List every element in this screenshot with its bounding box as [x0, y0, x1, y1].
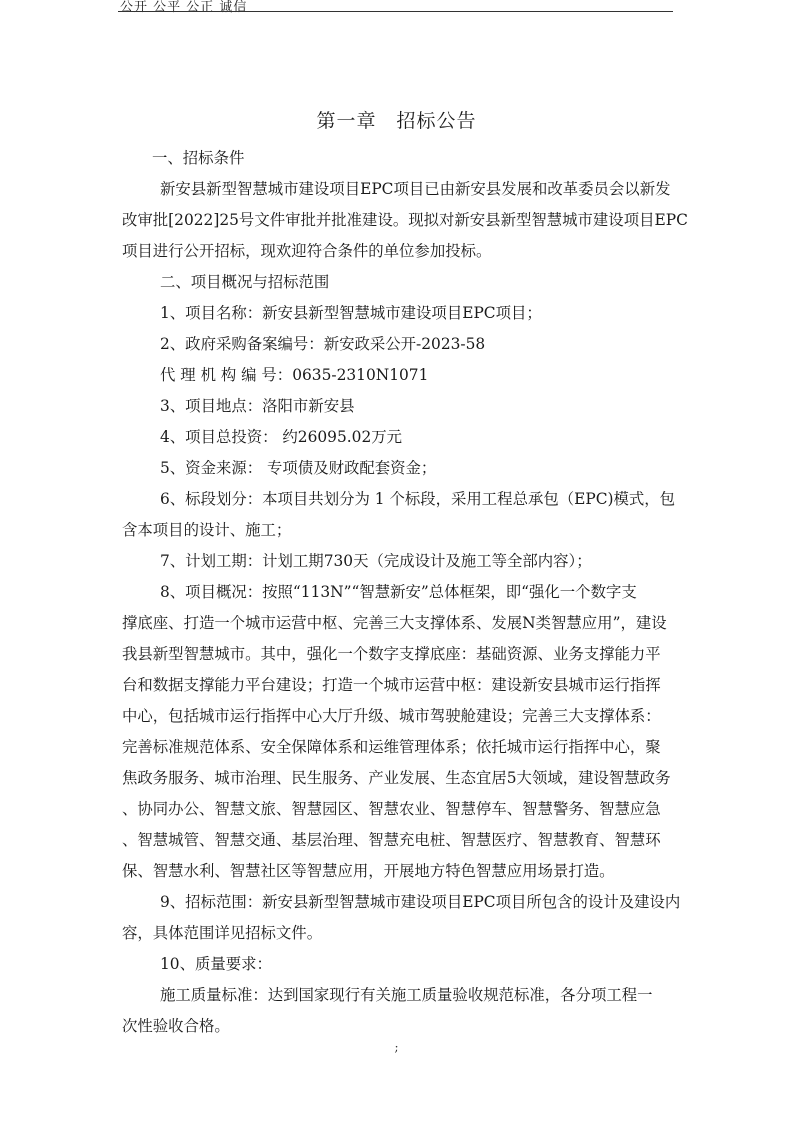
- section-heading-2: 二、项目概况与招标范围: [160, 273, 330, 291]
- paragraph-line: 完善标准规范体系、安全保障体系和运维管理体系；依托城市运行指挥中心，聚: [122, 738, 661, 756]
- paragraph-line: 含本项目的设计、施工；: [122, 521, 292, 539]
- item-project-location: 3、项目地点：洛阳市新安县: [160, 397, 355, 415]
- paragraph-line: 、智慧城管、智慧交通、基层治理、智慧充电桩、智慧医疗、智慧教育、智慧环: [122, 831, 661, 849]
- item-scope: 9、招标范围：新安县新型智慧城市建设项目EPC项目所包含的设计及建设内: [160, 893, 681, 911]
- paragraph-line: 保、智慧水利、智慧社区等智慧应用，开展地方特色智慧应用场景打造。: [122, 862, 615, 880]
- page-header-text: 公开 公平 公正 诚信: [120, 0, 248, 15]
- paragraph-line: 我县新型智慧城市。其中，强化一个数字支撑底座：基础资源、业务支撑能力平: [122, 645, 661, 663]
- paragraph-line: 焦政务服务、城市治理、民生服务、产业发展、生态宜居5大领域，建设智慧政务: [122, 769, 671, 787]
- paragraph-line: 、协同办公、智慧文旅、智慧园区、智慧农业、智慧停车、智慧警务、智慧应急: [122, 800, 661, 818]
- page-footer-mark: ;: [394, 1040, 399, 1054]
- item-record-number: 2、政府采购备案编号：新安政采公开-2023-58: [160, 335, 486, 353]
- paragraph-line: 改审批[2022]25号文件审批并批准建设。现拟对新安县新型智慧城市建设项目EPC: [122, 211, 688, 229]
- item-schedule: 7、计划工期：计划工期730天（完成设计及施工等全部内容）；: [160, 552, 592, 570]
- paragraph-line: 撑底座、打造一个城市运营中枢、完善三大支撑体系、发展N类智慧应用”，建设: [122, 614, 667, 632]
- document-body: [122, 143, 692, 1042]
- paragraph-line: 项目进行公开招标，现欢迎符合条件的单位参加投标。: [122, 242, 492, 260]
- page-header-rule: [118, 11, 673, 12]
- item-overview: 8、项目概况：按照“113N”“智慧新安”总体框架，即“强化一个数字支: [160, 583, 637, 601]
- paragraph-line: 次性验收合格。: [122, 1017, 230, 1035]
- paragraph-line: 台和数据支撑能力平台建设；打造一个城市运营中枢：建设新安县城市运行指挥: [122, 676, 661, 694]
- section-heading-1: 一、招标条件: [152, 149, 245, 167]
- item-lot-division: 6、标段划分：本项目共划分为 1 个标段，采用工程总承包（EPC)模式，包: [160, 490, 676, 508]
- item-project-name: 1、项目名称：新安县新型智慧城市建设项目EPC项目；: [160, 304, 542, 322]
- item-total-investment: 4、项目总投资： 约26095.02万元: [160, 428, 403, 446]
- item-agency-number: 代 理 机 构 编 号：0635-2310N1071: [160, 366, 429, 384]
- paragraph-line: 新安县新型智慧城市建设项目EPC项目已由新安县发展和改革委员会以新发: [160, 180, 671, 198]
- paragraph-line: 容，具体范围详见招标文件。: [122, 924, 323, 942]
- paragraph-line: 中心，包括城市运行指挥中心大厅升级、城市驾驶舱建设；完善三大支撑体系：: [122, 707, 661, 725]
- chapter-title: 第一章 招标公告: [316, 110, 477, 132]
- item-quality: 10、质量要求：: [160, 955, 272, 973]
- item-fund-source: 5、资金来源： 专项债及财政配套资金；: [160, 459, 437, 477]
- paragraph-line: 施工质量标准：达到国家现行有关施工质量验收规范标准，各分项工程一: [160, 986, 653, 1004]
